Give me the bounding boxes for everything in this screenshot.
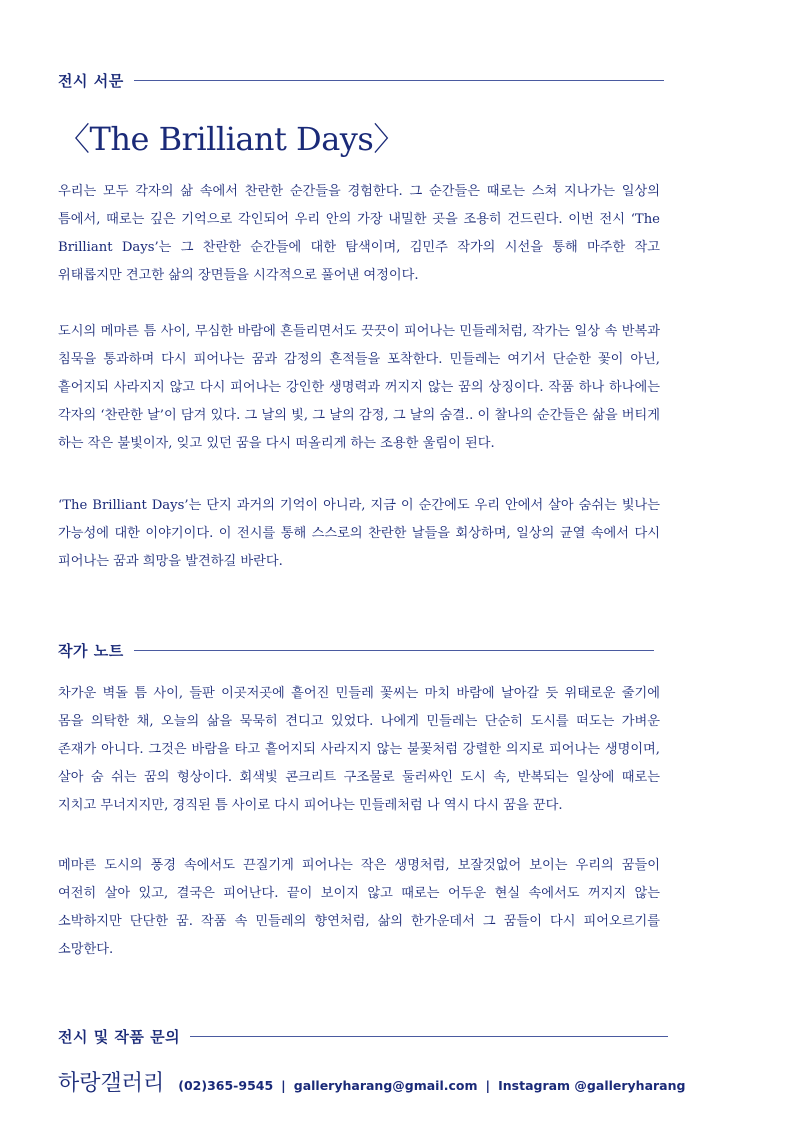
intro-paragraph-3: ‘The Brilliant Days’는 단지 과거의 기억이 아니라, 지금 이 순간에도 우리 안에서 살아 숨쉬는 빛나는 가능성에 대한 이야기이다. 이 전시를 통해 스스로의 찬란한 날들을 회상하며, 일상의 균열 속에서 다시 피어나는 꿈과 희망을 발견하길 바란다. [58,498,660,569]
intro-paragraph-2: 도시의 메마른 틈 사이, 무심한 바람에 흔들리면서도 끗끗이 피어나는 민들레처럼, 작가는 일상 속 반복과 침묵을 통과하며 다시 피어나는 꿈과 감정의 흔적들을 포착한다. 민들레는 여기서 단순한 꽃이 아닌, 흩어지되 사라지지 않고 다시 피어나는 강인한 생명력과 꺼지지 않는 꿈의 상징이다. 작품 하나 하나에는 각자의 ‘찬란한 날’이 담겨 있다. 그 날의 빛, 그 날의 감정, 그 날의 숨결.. 이 찰나의 순간들은 삶을 버티게 하는 작은 불빛이자, 잊고 있던 꿈을 다시 떠올리게 하는 조용한 울림이 된다. [58,324,660,451]
artist-note-section-heading [58,640,654,661]
exhibition-title: 〈The Brilliant Days〉 [58,120,405,158]
intro-paragraph-1: 우리는 모두 각자의 삶 속에서 찬란한 순간들을 경험한다. 그 순간들은 때로는 스쳐 지나가는 일상의 틈에서, 때로는 깊은 기억으로 각인되어 우리 안의 가장 내밀한 곳을 조용히 건드린다. 이번 전시 ‘The Brilliant Days’는 그 찬란한 순간들에 대한 탐색이며, 김민주 작가의 시선을 통해 마주한 작고 위태롭지만 견고한 삶의 장면들을 시각적으로 풀어낸 여정이다. [58,184,660,283]
contact-line [58,1066,685,1097]
contact-separator: | [281,1078,286,1093]
gallery-name: 하랑갤러리 [58,1071,165,1096]
intro-section-heading [58,70,664,91]
inquiry-heading-rule [190,1036,668,1037]
artist-note-paragraph-2: 메마른 도시의 풍경 속에서도 끈질기게 피어나는 작은 생명처럼, 보잘것없어 보이는 우리의 꿈들이 여전히 살아 있고, 결국은 피어난다. 끝이 보이지 않고 때로는 어두운 현실 속에서도 꺼지지 않는 소박하지만 단단한 꿈. 작품 속 민들레의 향연처럼, 삶의 한가운데서 그 꿈들이 다시 피어오르기를 소망한다. [58,858,660,957]
inquiry-heading-label: 전시 및 작품 문의 [58,1028,181,1046]
contact-separator: | [485,1078,491,1093]
contact-instagram[interactable]: Instagram @galleryharang [498,1078,686,1093]
intro-heading-rule [134,80,664,81]
intro-heading-label: 전시 서문 [58,72,124,90]
artist-note-heading-rule [134,650,654,651]
contact-phone[interactable]: (02)365-9545 [178,1078,274,1093]
artist-note-paragraph-1: 차가운 벽돌 틈 사이, 들판 이곳저곳에 흩어진 민들레 꽃씨는 마치 바람에 날아갈 듯 위태로운 줄기에 몸을 의탁한 채, 오늘의 삶을 묵묵히 견디고 있었다. 나에게 민들레는 단순히 도시를 떠도는 가벼운 존재가 아니다. 그것은 바람을 타고 흩어지되 사라지지 않는 불꽃처럼 강렬한 의지로 피어나는 생명이며, 살아 숨 쉬는 꿈의 형상이다. 회색빛 콘크리트 구조물로 둘러싸인 도시 속, 반복되는 일상에 때로는 지치고 무너지지만, 경직된 틈 사이로 다시 피어나는 민들레처럼 나 역시 다시 꿈을 꾼다. [58,686,660,813]
contact-email[interactable]: galleryharang@gmail.com [293,1078,478,1093]
inquiry-section-heading [58,1026,668,1047]
artist-note-heading-label: 작가 노트 [58,642,124,660]
